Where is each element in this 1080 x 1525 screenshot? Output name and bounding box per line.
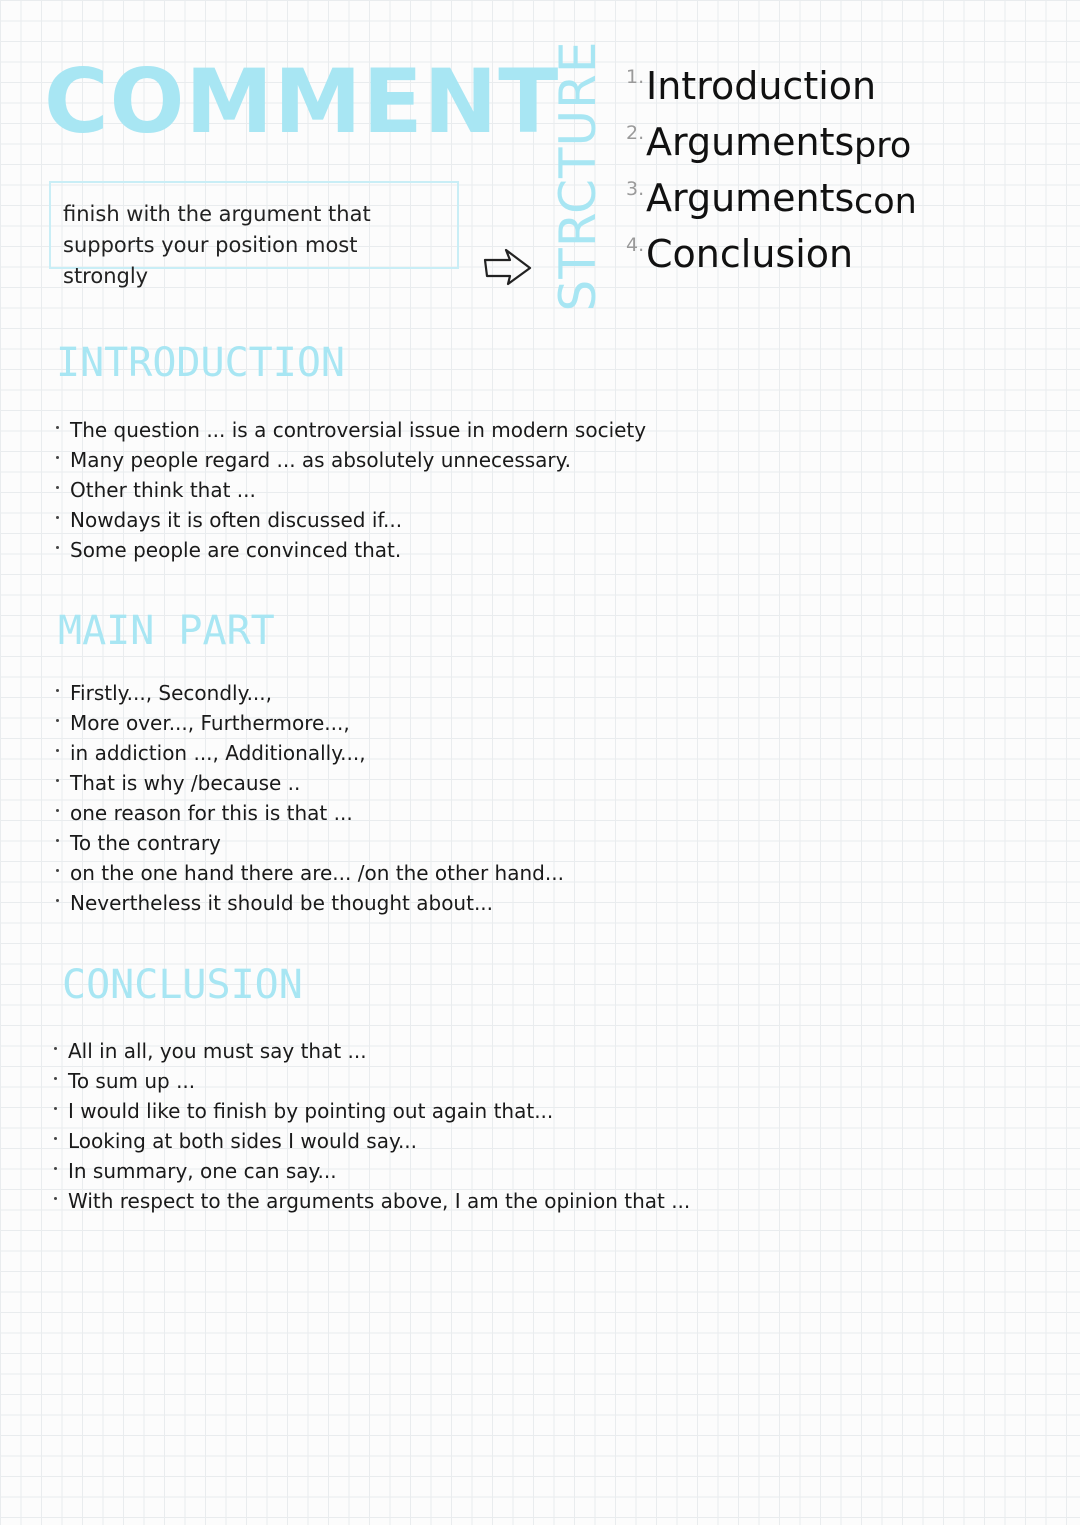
list-item: Firstly..., Secondly..., bbox=[56, 678, 564, 708]
list-item: Some people are convinced that. bbox=[56, 535, 646, 565]
list-item: With respect to the arguments above, I am the opinion that ... bbox=[54, 1186, 690, 1216]
list-item: Many people regard ... as absolutely unnecessary. bbox=[56, 445, 646, 475]
introduction-heading: INTRODUCTION bbox=[56, 340, 345, 386]
main-part-heading: MAIN PART bbox=[58, 608, 275, 654]
list-item: More over..., Furthermore..., bbox=[56, 708, 564, 738]
structure-item-number: 1. bbox=[626, 66, 645, 88]
list-item: I would like to finish by pointing out again that... bbox=[54, 1096, 690, 1126]
list-item: Other think that ... bbox=[56, 475, 646, 505]
structure-item-number: 2. bbox=[626, 122, 645, 144]
list-item: In summary, one can say... bbox=[54, 1156, 690, 1186]
list-item: To sum up ... bbox=[54, 1066, 690, 1096]
structure-item-label: Introduction bbox=[646, 64, 877, 108]
structure-item-number: 4. bbox=[626, 234, 645, 256]
structure-item-suffix: pro bbox=[854, 126, 912, 166]
structure-item-number: 3. bbox=[626, 178, 645, 200]
structure-item-label: Arguments bbox=[646, 120, 855, 164]
structure-item-label: Conclusion bbox=[646, 232, 854, 276]
introduction-phrase-list bbox=[56, 415, 646, 565]
structure-item-suffix: con bbox=[854, 182, 917, 222]
main-part-phrase-list bbox=[56, 678, 564, 918]
conclusion-phrase-list bbox=[54, 1036, 690, 1216]
list-item: on the one hand there are... /on the other hand... bbox=[56, 858, 564, 888]
list-item: Looking at both sides I would say... bbox=[54, 1126, 690, 1156]
page-title: COMMENT bbox=[44, 50, 560, 153]
list-item: That is why /because .. bbox=[56, 768, 564, 798]
list-item: one reason for this is that ... bbox=[56, 798, 564, 828]
list-item: Nowdays it is often discussed if... bbox=[56, 505, 646, 535]
list-item: The question ... is a controversial issue in modern society bbox=[56, 415, 646, 445]
tip-text: finish with the argument that supports your position most strongly bbox=[63, 202, 371, 288]
list-item: All in all, you must say that ... bbox=[54, 1036, 690, 1066]
arrow-right-icon bbox=[480, 246, 534, 288]
list-item: To the contrary bbox=[56, 828, 564, 858]
list-item: Nevertheless it should be thought about... bbox=[56, 888, 564, 918]
list-item: in addiction ..., Additionally..., bbox=[56, 738, 564, 768]
tip-box bbox=[49, 181, 459, 288]
structure-item-label: Arguments bbox=[646, 176, 855, 220]
conclusion-heading: CONCLUSION bbox=[62, 962, 303, 1008]
structure-label: STRCTURE bbox=[549, 40, 607, 312]
